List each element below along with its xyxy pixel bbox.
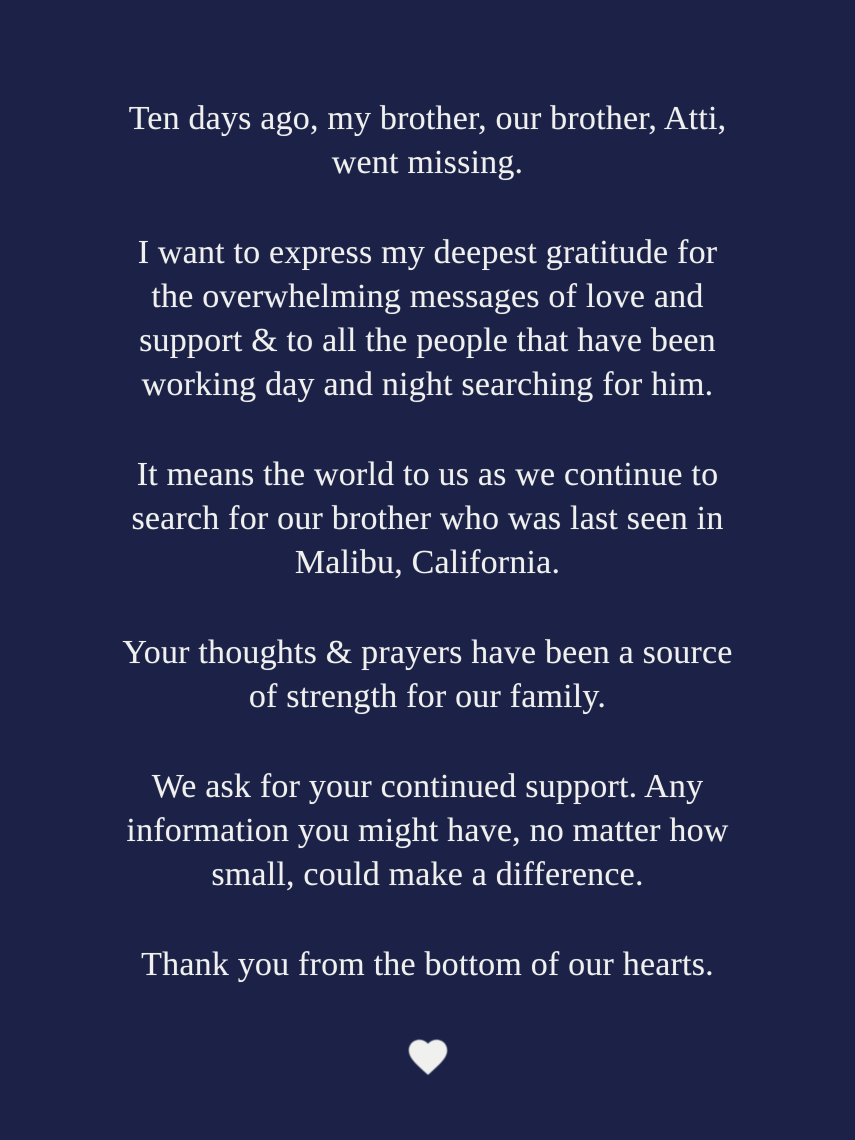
statement-text [0,97,855,1033]
heart-container [0,1034,855,1080]
white-heart-icon [405,1034,451,1080]
paragraph: Ten days ago, my brother, our brother, Atti, went missing. [128,100,727,181]
white-heart-icon-shape [408,1040,446,1075]
paragraph: We ask for your continued support. Any information you might have, no matter how small, could make a difference. [126,768,729,893]
paragraph: I want to express my deepest gratitude for the overwhelming messages of love and support & to all the people that have been working day and night searching for him. [137,234,718,403]
paragraph: Thank you from the bottom of our hearts. [141,946,714,983]
paragraph: Your thoughts & prayers have been a source of strength for our family. [122,634,733,715]
paragraph: It means the world to us as we continue to search for our brother who was last seen in Malibu, California. [131,456,724,581]
